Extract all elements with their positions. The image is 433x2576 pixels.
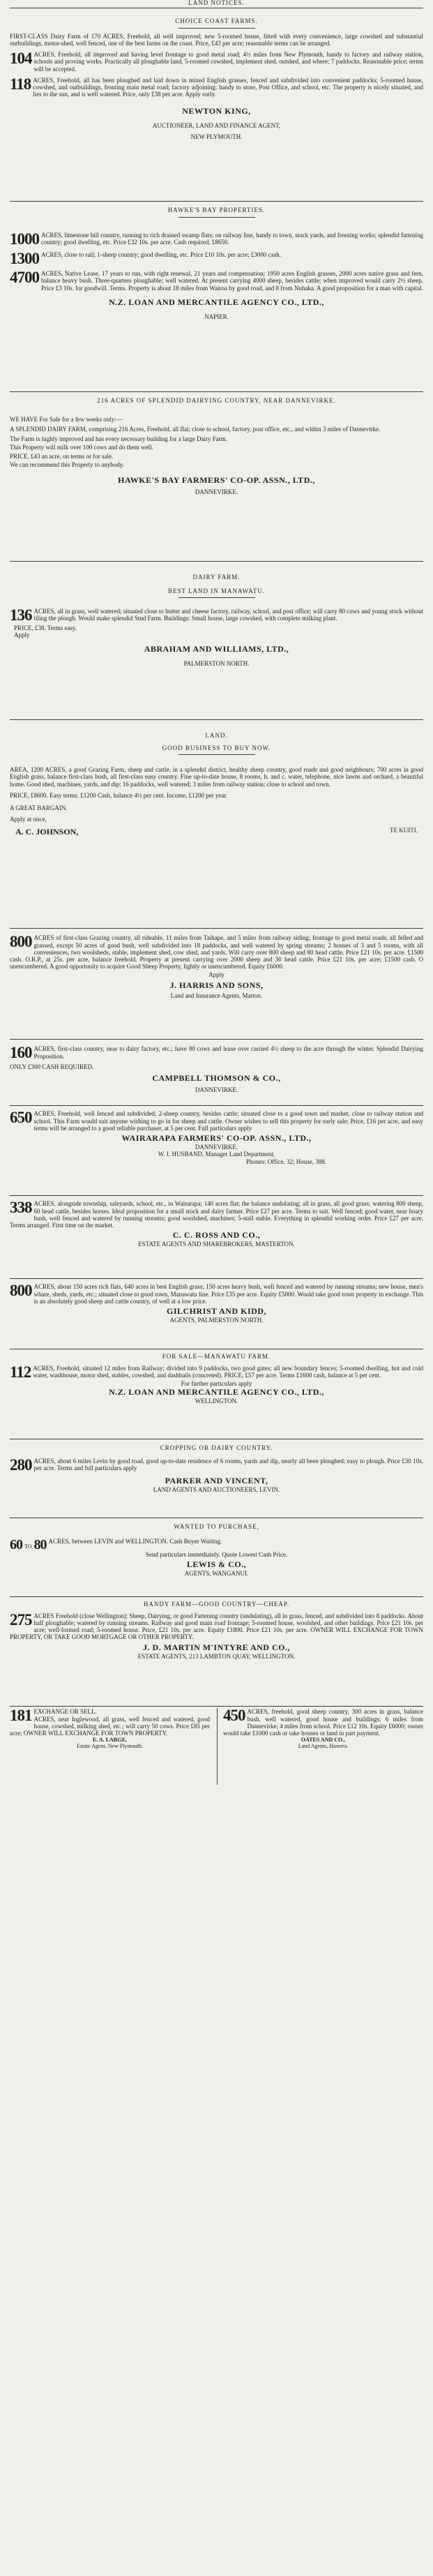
ad-acreage: 450 — [223, 1707, 245, 1725]
ad-text: This Property will milk over 100 cows and do them well. — [10, 444, 153, 451]
ad-more: Send particulars immediately. Quote Lowest Cash Price. — [145, 1550, 288, 1558]
section-manawatu-farm — [10, 1354, 423, 1437]
section-handy-farm — [10, 1601, 423, 1705]
agent-name: N.Z. LOAN AND MERCANTILE AGENCY CO., LTD., — [109, 1386, 324, 1397]
ad-right — [217, 1708, 423, 1785]
ad-apply: Apply at once, — [10, 816, 47, 823]
agent-line: Land Agents, Hawera. — [298, 1743, 349, 1750]
ad-more: For further particulars apply — [181, 1379, 252, 1387]
ad-left — [10, 1708, 210, 1785]
ad-acreage: 118 — [10, 75, 31, 93]
ad-apply: Apply — [208, 971, 225, 979]
ad — [10, 1365, 423, 1380]
section-heading: 216 ACRES OF SPLENDID DAIRYING COUNTRY, NEAR DANNEVIRKE. — [97, 397, 336, 405]
ad-acreage: 104 — [10, 50, 32, 68]
section-bottom-columns — [10, 1708, 423, 1785]
ad — [10, 232, 423, 247]
divider — [10, 201, 423, 202]
ad — [10, 1045, 423, 1061]
ad — [10, 1455, 423, 1474]
ad-text: ACRES, close to rail; 1-sheep country; good dwelling, etc. Price £10 10s. per acre; £3000 cash. — [41, 250, 281, 258]
ad-acreage: 60 — [10, 1536, 22, 1552]
section-heading: CROPPING OR DAIRY COUNTRY. — [160, 1444, 273, 1452]
ad-acreage: 181 — [10, 1707, 32, 1725]
ad-acreage: 280 — [10, 1455, 32, 1474]
ad — [10, 1612, 423, 1641]
ad-acreage: 800 — [10, 1282, 32, 1300]
agent-name: GILCHRIST AND KIDD, — [167, 1305, 266, 1316]
section-subheading: BEST LAND IN MANAWATU. — [167, 587, 266, 594]
agent-name: J. D. MARTIN M'INTYRE AND CO., — [143, 1642, 290, 1652]
ad-acreage: 338 — [10, 1199, 32, 1217]
section-heading: HANDY FARM—GOOD COUNTRY—CHEAP. — [143, 1601, 290, 1608]
ad-text: ACRES, near Inglewood, all grass, well fenced and watered, good house, cowshed, milking shed, etc.; will carry 50 cows. Price £85 per acre; OWNER WILL EXCHANGE FOR TOWN PROPERTY. — [10, 1715, 210, 1737]
agent-line: LAND AGENTS AND AUCTIONEERS, LEVIN. — [153, 1485, 280, 1493]
ad-heading: EXCHANGE OR SELL. — [33, 1708, 97, 1716]
divider — [10, 719, 423, 720]
ad-text: ACRES, Freehold, situated 12 miles from Railway; divided into 9 paddocks, two good gates; all new boundary fences; 5-roomed dwelling, hot and cold water, washhouse, motor shed, stables, cowshed, and dashbails (concreted). PRICE, £57 per acre. Terms £1600 cash, balance at 5 per cent. — [33, 1364, 423, 1379]
section-160-acres — [10, 1045, 423, 1104]
divider — [10, 391, 423, 392]
agent-name: WAIRARAPA FARMERS' CO-OP. ASSN., LTD., — [121, 1132, 312, 1143]
divider — [178, 28, 255, 29]
divider — [10, 1278, 423, 1279]
ad-text: FIRST-CLASS Dairy Farm of 170 ACRES, Freehold, all well improved; new 5-roomed house, fitted with every convenience, large cowshed and substantial outbuildings, motor-shed, well fenced, one of the best farms on the coast. Price, £43 per acre; reasonable terms can be arranged. — [10, 32, 423, 47]
agent-name: CAMPBELL THOMSON & CO., — [152, 1073, 281, 1084]
agent-place: NAPIER. — [204, 313, 229, 320]
divider — [10, 1596, 423, 1597]
agent-name: C. C. ROSS AND CO., — [172, 1230, 261, 1241]
section-subheading: GOOD BUSINESS TO BUY NOW. — [162, 744, 271, 751]
agent-place: PALMERSTON NORTH. — [183, 660, 250, 668]
ad-acreage: 136 — [10, 606, 32, 624]
ad-note: ONLY £300 CASH REQUIRED. — [10, 1063, 94, 1071]
section-choice-coast — [10, 18, 423, 200]
ad-text: ACRES, between LEVIN and WELLINGTON. Cash Buyer Waiting. — [48, 1537, 222, 1545]
page-title: LAND NOTICES. — [188, 0, 245, 6]
divider — [10, 1706, 423, 1707]
ad-acreage: 160 — [10, 1044, 32, 1062]
agent-name: J. HARRIS AND SONS, — [169, 980, 264, 990]
agent-line: AGENTS, WANGANUI. — [184, 1570, 249, 1578]
section-heading: HAWKE'S BAY PROPERTIES. — [167, 207, 266, 214]
section-heading: DAIRY FARM. — [192, 574, 241, 581]
divider — [178, 217, 255, 218]
divider — [10, 1105, 423, 1106]
agent-name: N.Z. LOAN AND MERCANTILE AGENCY CO., LTD., — [109, 297, 324, 307]
ad-acreage: 1000 — [10, 230, 39, 248]
section-wanted — [10, 1524, 423, 1595]
agent-line: Land and Insurance Agents, Marton. — [170, 991, 263, 999]
ad-acreage: 112 — [10, 1363, 31, 1381]
ad-text: ACRES, freehold, good sheep country, 300 acres in grass, balance bush, well watered, good house and buildings; 6 miles from Dannevirke; 4 miles from school. Price £12 10s. Equity £6000; owner would take £1000 cash or take houses or land in part payment. — [223, 1708, 423, 1737]
divider — [178, 754, 255, 755]
ad — [10, 1200, 423, 1229]
divider — [178, 597, 255, 598]
agent-line: AGENTS, PALMERSTON NORTH. — [169, 1316, 264, 1324]
ad — [10, 270, 423, 291]
ad-text: PRICE, £43 an acre, on terms or for sale. — [10, 452, 114, 460]
agent-line: ESTATE AGENTS AND SHAREBROKERS, MASTERTON. — [138, 1241, 295, 1248]
section-heading: CHOICE COAST FARMS. — [175, 17, 258, 25]
section-masterton — [10, 1200, 423, 1277]
agent-place: DANNEVIRKE. — [195, 1143, 238, 1151]
section-heading: FOR SALE—MANAWATU FARM. — [162, 1353, 271, 1361]
ad — [10, 934, 423, 970]
divider — [10, 561, 423, 562]
ad-text: PRICE, £8600. Easy terms. £1200 Cash, balance 4½ per cent. Income, £1200 per year. — [10, 791, 228, 799]
ad-subheading: A GREAT BARGAIN. — [10, 804, 68, 811]
section-hawkes-bay — [10, 207, 423, 390]
agent-name: E. A. LARGE, — [92, 1737, 128, 1744]
ad — [10, 1283, 423, 1304]
agent-name: LEWIS & CO., — [186, 1559, 247, 1570]
ad-text: ACRES, first-class country, near to dairy factory, etc.; have 80 cows and lease over carried 4½ sheep to the acre through the winter. Splendid Dairying Proposition. — [33, 1045, 423, 1060]
ad-intro: WE HAVE For Sale for a few weeks only:— — [10, 415, 123, 423]
ad — [10, 1110, 423, 1131]
ad — [10, 77, 423, 98]
ad — [10, 1538, 423, 1551]
ad-text: ACRES, Freehold, all has been ploughed and laid down in mixed English grasses, fenced and subdivided into convenient paddocks; 5-roomed house, cowshed, and outbuildings, fronting main metal road; factory adjoining; handy to store, Post Office, and school, etc. The property is nicely situated, and lies to the sun, and is well watered. Price, only £38 per acre. Apply early. — [33, 76, 423, 98]
agent-name: OATES AND CO., — [301, 1737, 346, 1744]
agent-name: ABRAHAM AND WILLIAMS, LTD., — [144, 644, 289, 654]
ad-text: ACRES, alongside township, saleyards, school, etc., in Wairarapa; 140 acres flat; the balance undulating; all in grass, all good grass; watering 800 sheep, 60 head cattle, besides horses. Ideal proposition for a small stock and dairy farmer. Price £27 per acre. Terms to suit. Well fenced; good water, near hoary bush, well fenced and watered by running streams; good woolshed, machines; 5-stall stable. Everything in splendid working order. Price £27 per acre. Terms arranged. First time on the market. — [10, 1200, 423, 1229]
divider — [10, 1195, 423, 1196]
agent-place: TE KUITI. — [390, 827, 418, 834]
ad-text: ACRES, about 150 acres rich flats, 640 acres in best English grass; 150 acres heavy bush, well fenced and watered by running streams; new house, men's whare, sheds, yards, etc.; situated close to good town, Manawatu line. Price £35 per acre. Equity £5000. Would take good town property in exchange. This is an absolutely good sheep and cattle country, of well at a low price. — [33, 1283, 423, 1305]
ad-acreage: 1300 — [10, 249, 39, 267]
ad-text: ACRES of first-class Grazing country, all rideable, 11 miles from Taihape, and 5 miles from railway siding; frontage to good metal roads; all felled and grassed, except 50 acres of good bush, well subdivided into 18 paddocks, and well watered by spring streams; 2 houses of 3 and 5 rooms, with all conveniences, two woolsheds, stable, implement shed, cow shed, and yards. Will carry over 800 sheep and 80 head cattle. Price £21 10s. per acre. £1500 cash. O.R.P., at 25s. per acre, balance freehold. Property at present carrying over 2000 sheep and 30 head cattle. Price £21 10s. per acre; £1500 cash. O unencumbered. A good opportunity to acquire Good Sheep Property, lightly or unencumbered. Equity £6000. — [10, 934, 423, 971]
ad-text: ACRES, limestone hill country, running to rich drained swamp flats; on railway line, handy to town, stock yards, and freezing works; splendid fattening country; good dwelling, etc. Price £32 10s. per acre. Cash required, £8650. — [41, 231, 423, 246]
ad-text: AREA, 1200 ACRES, a good Grazing Farm, sheep and cattle, in a splendid district, healthy sheep country, good roads and good neighbours; 700 acres in good English grass, balance first-class bush, all first-class easy country. Fine up-to-date house, 8 rooms, h. and c. water, telephone, nice lawns and orchard, a beautiful home. Good shed, machines, yards, and dip; 16 paddocks, well watered; 3 miles from railway station; close to school and town. — [10, 766, 423, 788]
section-levin — [10, 1445, 423, 1516]
agent-row — [10, 827, 423, 837]
ad-text: ACRES, Freehold, well fenced and subdivided; 2-sheep country, besides cattle; situated close to a good town and market, close to railway station and school. This Farm would suit anyone wishing to go in for sheep and cattle. Owner wishes to sell this property for early sale; Price, £16 per acre, and easy terms will be arranged to a good reliable purchaser, at 5 per cent. Full particulars apply — [33, 1110, 423, 1132]
ad-text: ACRES, all in grass, well watered; situated close to butter and cheese factory, railway, school, and post office; will carry 80 cows and young stock without tiling the plough. Would make splendid Stud Farm. Buildings: Small house, large cowshed, with complete milking plant. — [33, 608, 423, 622]
agent-phones: Phones: Office, 32; House, 388. — [245, 1158, 327, 1165]
ad-text: ACRES, about 6 miles Levin by good road, good up-to-date residence of 6 rooms, yards and dip, nearly all been ploughed; easy to plough. Price £30 10s. per acre. Terms and full particulars apply — [33, 1457, 423, 1472]
agent-place: DANNEVIRKE. — [195, 488, 238, 495]
agent-name: NEWTON KING, — [182, 106, 251, 117]
agent-name: A. C. JOHNSON, — [15, 827, 79, 837]
agent-line: AUCTIONEER, LAND AND FINANCE AGENT, — [152, 122, 281, 130]
agent-place: WELLINGTON. — [195, 1397, 238, 1405]
ad-apply: Apply — [14, 631, 30, 639]
ad-price: PRICE, £38. Terms easy. — [14, 624, 77, 631]
ad-acreage: 650 — [10, 1109, 32, 1127]
section-heading: LAND. — [205, 732, 228, 740]
ad-text: ACRES, Native Lease, 17 years to run, with right renewal, 21 years and compensation; 1950 acres English grasses, 2000 acres native grass and fern, balance heavy bush. Three-quarters ploughable; well watered. At present carrying 4000 sheep, besides cattle; when improved would carry 2½ sheep. Price £3 10s. for goodwill. Terms. Property is about 18 miles from Wairoa by good road, and 8 from Nuhaka. A good proposition for a man with capital. — [41, 270, 423, 292]
agent-place: NEW PLYMOUTH. — [190, 133, 243, 141]
ad — [10, 608, 423, 623]
section-palmerston — [10, 1283, 423, 1347]
agent-place: DANNEVIRKE. — [195, 1086, 238, 1094]
ad-text: ACRES Freehold (close Wellington); Sheep, Dairying, or good Fattening country (undulating), all in grass, fenced, and subdivided into 8 paddocks. About half ploughable; watered by running streams. Railway and good main road frontage; 5-roomed house, woolshed, and other buildings. Price £21 10s. per acre; well-formed road; 5-roomed house. Price, £21 10s. per acre. Equity £1800. Price £21 10s. per acre. OWNER WILL EXCHANGE FOR TOWN PROPERTY, OR TAKE GOOD MORTGAGE OR OTHER PROPERTY. — [10, 1612, 423, 1641]
ad-to: TO — [24, 1543, 32, 1550]
ad — [10, 51, 423, 72]
ad-text: We can recommend this Property to anybody. — [10, 460, 124, 468]
ad-text: ACRES, Freehold, all improved and having level frontage to good metal road; 4½ miles from New Plymouth, handy to factory and railway station, schools and proving works. Practically all ploughable land, 5-roomed cowshed, implement shed, outshed, and where; 7 paddocks. Reasonable price; terms will be accepted. — [33, 51, 423, 73]
section-marton — [10, 934, 423, 1038]
section-heading: WANTED TO PURCHASE, — [174, 1523, 259, 1531]
agent-line: W. I. HUSBAND, Manager Land Department, — [158, 1151, 275, 1158]
agent-name: HAWKE'S BAY FARMERS' CO-OP. ASSN., LTD., — [118, 474, 315, 485]
divider — [10, 928, 423, 929]
section-te-kuiti — [10, 733, 423, 927]
section-manawatu-dairy — [10, 574, 423, 718]
section-650-acres — [10, 1110, 423, 1194]
ad-text: A SPLENDID DAIRY FARM, comprising 216 Acres, Freehold, all flat; close to school, factory, post office, etc., and within 3 miles of Dannevirke. — [10, 426, 381, 433]
divider — [10, 1039, 423, 1040]
ad-acreage: 275 — [10, 1610, 32, 1628]
agent-name: PARKER AND VINCENT, — [165, 1475, 268, 1485]
agent-line: ESTATE AGENTS, 213 LAMBTON QUAY, WELLINGTON. — [137, 1652, 296, 1660]
ad-text: The Farm is highly improved and has every necessary building for a large Dairy Farm. — [10, 435, 227, 443]
ad-acreage: 80 — [33, 1536, 47, 1552]
agent-line: Estate Agent, New Plymouth. — [77, 1743, 143, 1750]
ad-acreage: 800 — [10, 933, 32, 951]
ad — [10, 251, 423, 267]
section-dannevirke-216 — [10, 398, 423, 560]
ad-acreage: 4700 — [10, 269, 39, 287]
